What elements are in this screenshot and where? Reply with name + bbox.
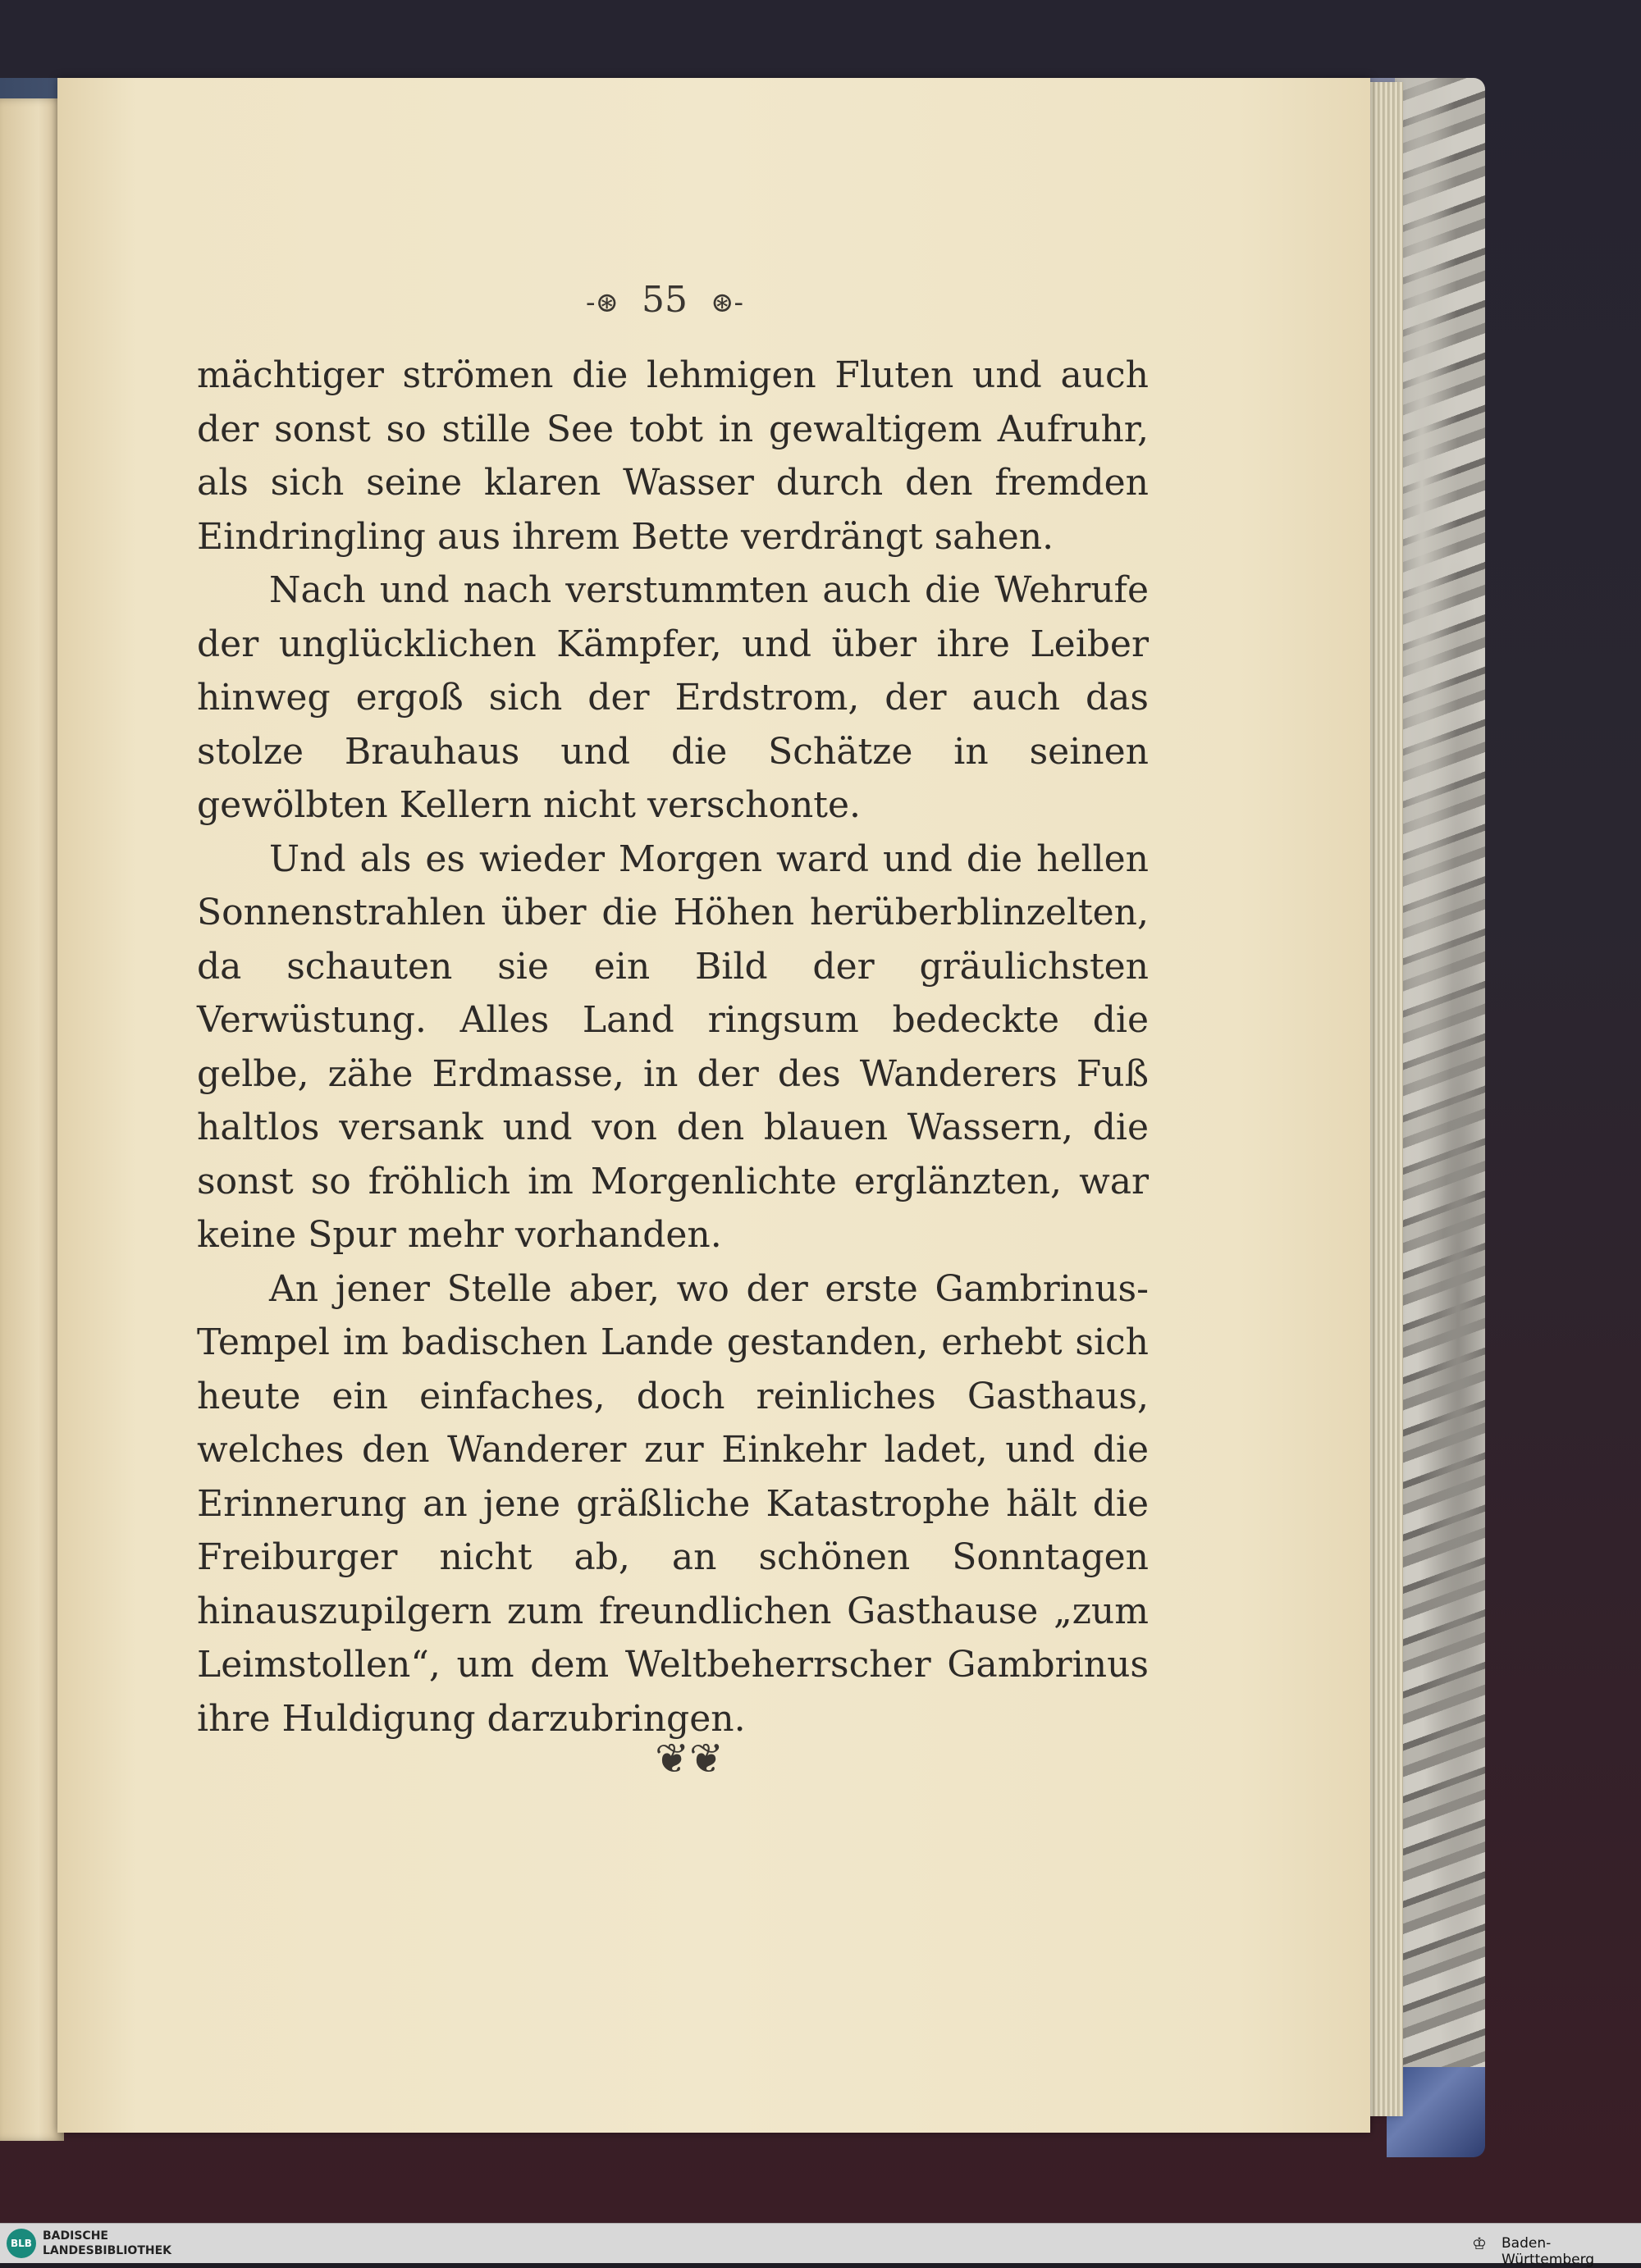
header-ornament-right-icon: ⊛- (711, 285, 743, 319)
marbled-cover (1395, 78, 1485, 2153)
page-number: 55 (642, 279, 688, 321)
library-name-line1: BADISCHE (43, 2229, 108, 2243)
state-label[interactable]: Baden-Württemberg (1502, 2235, 1595, 2268)
paragraph-2: Nach und nach verstummten auch die Wehrufe der unglücklichen Kämpfer, und über ihre Leiber hinweg ergoß sich der Erdstrom, der auch das stolze Brauhaus und die Schätze in seinen gewölbten Kellern nicht verschonte. (197, 569, 1149, 826)
coat-of-arms-icon: ♔ (1472, 2234, 1487, 2253)
facing-page-edge (0, 98, 64, 2141)
footer-bar (0, 2223, 1641, 2268)
blb-logo[interactable]: BLB (7, 2229, 36, 2258)
paragraph-1: mächtiger strömen die lehmigen Fluten und auch der sonst so stille See tobt in gewaltigem Aufruhr, als sich seine klaren Wasser durch den fremden Eindringling aus ihrem Bette verdrängt sahen. (197, 354, 1149, 558)
body-text (197, 349, 1149, 1745)
paragraph-3: Und als es wieder Morgen ward und die hellen Sonnenstrahlen über die Höhen herüberblinzelten, da schauten sie ein Bild der gräulichsten Verwüstung. Alles Land ringsum bedeckte die gelbe, zähe Erdmasse, in der des Wanderers Fuß haltlos versank und von den blauen Wassern, die sonst so fröhlich im Morgenlichte erglänzten, war keine Spur mehr vorhanden. (197, 837, 1149, 1256)
end-vignette-icon: ❦❦ (655, 1735, 724, 1782)
paragraph-4: An jener Stelle aber, wo der erste Gambrinus-Tempel im badischen Lande gestanden, erhebt sich heute ein einfaches, doch reinliches Gasthaus, welches den Wanderer zur Einkehr ladet, und die Erinnerung an jene gräßliche Katastrophe hält die Freiburger nicht ab, an schönen Sonntagen hinauszupilgern zum freundlichen Gasthause „zum Leimstollen“, um dem Weltbeherrscher Gambrinus ihre Huldigung darzubringen. (197, 1267, 1149, 1740)
library-name-line2: LANDESBIBLIOTHEK (43, 2244, 172, 2257)
library-name (43, 2229, 171, 2258)
header-ornament-left-icon: -⊛ (586, 285, 619, 319)
page-header (542, 279, 788, 321)
